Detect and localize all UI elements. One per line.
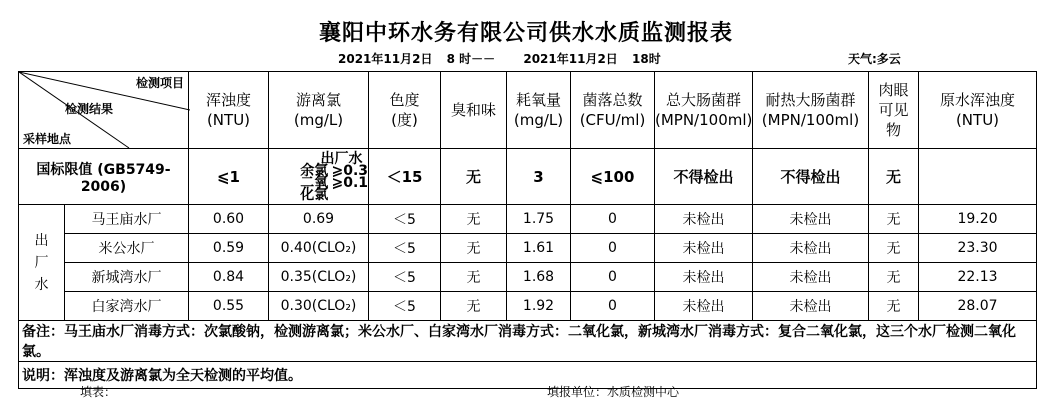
- reporting-unit: 填报单位：水质检测中心: [547, 385, 680, 399]
- header-odor: 臭和味: [441, 72, 507, 149]
- odor-value: 无: [441, 292, 507, 321]
- date-from: 2021年11月2日: [338, 52, 433, 66]
- bacteria-value: 0: [571, 292, 655, 321]
- header-heat-coliform: 耐热大肠菌群 (MPN/100ml): [753, 72, 869, 149]
- plant-name: 白家湾水厂: [65, 292, 189, 321]
- time-from: 8 时－－: [446, 52, 496, 66]
- corner-result-label: 检测结果: [65, 102, 114, 116]
- oxygen-value: 1.75: [507, 205, 571, 234]
- coliform-value: 未检出: [655, 234, 753, 263]
- time-to: 18时: [632, 52, 661, 66]
- odor-value: 无: [441, 205, 507, 234]
- chlorine-value: 0.69: [269, 205, 369, 234]
- heat-coliform-value: 未检出: [753, 292, 869, 321]
- date-to: 2021年11月2日: [523, 52, 618, 66]
- raw-turbidity-value: 23.30: [919, 234, 1037, 263]
- limit-oxygen: 3: [507, 149, 571, 205]
- standard-limit-label: 国标限值 (GB5749-2006): [19, 149, 189, 205]
- outlet-water-label: 出 厂 水: [19, 205, 65, 321]
- coliform-value: 未检出: [655, 205, 753, 234]
- limit-turbidity: ⩽1: [189, 149, 269, 205]
- remark-note: 备注：马王庙水厂消毒方式：次氯酸钠，检测游离氯；米公水厂、白家湾水厂消毒方式：二氧化氯，新城湾水厂消毒方式：复合二氧化氯，这三个水厂检测二氧化氯。: [19, 321, 1037, 362]
- limit-bacteria: ⩽100: [571, 149, 655, 205]
- water-quality-table: [18, 71, 1037, 389]
- header-turbidity: 浑浊度 (NTU): [189, 72, 269, 149]
- heat-coliform-value: 未检出: [753, 234, 869, 263]
- header-color: 色度 (度): [369, 72, 441, 149]
- heat-coliform-value: 未检出: [753, 263, 869, 292]
- heat-coliform-value: 未检出: [753, 205, 869, 234]
- limit-color: ＜15: [369, 149, 441, 205]
- header-bacteria: 菌落总数 (CFU/ml): [571, 72, 655, 149]
- header-coliform: 总大肠菌群 (MPN/100ml): [655, 72, 753, 149]
- limit-heat-coliform: 不得检出: [753, 149, 869, 205]
- visible-value: 无: [869, 234, 919, 263]
- explanation-note: 说明：浑浊度及游离氯为全天检测的平均值。: [19, 362, 1037, 389]
- limit-visible: 无: [869, 149, 919, 205]
- filler-label: 填表：: [80, 385, 117, 399]
- bacteria-value: 0: [571, 205, 655, 234]
- turbidity-value: 0.59: [189, 234, 269, 263]
- plant-name: 新城湾水厂: [65, 263, 189, 292]
- chlorine-value: 0.35(CLO₂): [269, 263, 369, 292]
- plant-name: 米公水厂: [65, 234, 189, 263]
- color-value: ＜5: [369, 205, 441, 234]
- plant-name: 马王庙水厂: [65, 205, 189, 234]
- turbidity-value: 0.55: [189, 292, 269, 321]
- weather-label: 天气:多云: [848, 52, 901, 66]
- visible-value: 无: [869, 205, 919, 234]
- header-chlorine: 游离氯 (mg/L): [269, 72, 369, 149]
- color-value: ＜5: [369, 292, 441, 321]
- bacteria-value: 0: [571, 234, 655, 263]
- visible-value: 无: [869, 292, 919, 321]
- limit-coliform: 不得检出: [655, 149, 753, 205]
- limit-chlorine: 出厂水 余氯 ⩾0.3 二氧化氯 ⩾0.1: [269, 149, 369, 205]
- corner-cell: [19, 72, 189, 149]
- raw-turbidity-value: 28.07: [919, 292, 1037, 321]
- color-value: ＜5: [369, 263, 441, 292]
- chlorine-value: 0.40(CLO₂): [269, 234, 369, 263]
- header-oxygen: 耗氧量 (mg/L): [507, 72, 571, 149]
- oxygen-value: 1.92: [507, 292, 571, 321]
- raw-turbidity-value: 19.20: [919, 205, 1037, 234]
- turbidity-value: 0.60: [189, 205, 269, 234]
- corner-site-label: 采样地点: [23, 132, 72, 146]
- odor-value: 无: [441, 234, 507, 263]
- corner-item-label: 检测项目: [135, 76, 184, 90]
- raw-turbidity-value: 22.13: [919, 263, 1037, 292]
- turbidity-value: 0.84: [189, 263, 269, 292]
- oxygen-value: 1.61: [507, 234, 571, 263]
- limit-odor: 无: [441, 149, 507, 205]
- oxygen-value: 1.68: [507, 263, 571, 292]
- coliform-value: 未检出: [655, 292, 753, 321]
- chlorine-value: 0.30(CLO₂): [269, 292, 369, 321]
- date-range: [338, 50, 671, 67]
- visible-value: 无: [869, 263, 919, 292]
- color-value: ＜5: [369, 234, 441, 263]
- coliform-value: 未检出: [655, 263, 753, 292]
- header-raw-turbidity: 原水浑浊度 (NTU): [919, 72, 1037, 149]
- report-title: 襄阳中环水务有限公司供水水质监测报表: [318, 21, 733, 46]
- bacteria-value: 0: [571, 263, 655, 292]
- header-visible: 肉眼可见物: [869, 72, 919, 149]
- odor-value: 无: [441, 263, 507, 292]
- limit-raw-turbidity: [919, 149, 1037, 205]
